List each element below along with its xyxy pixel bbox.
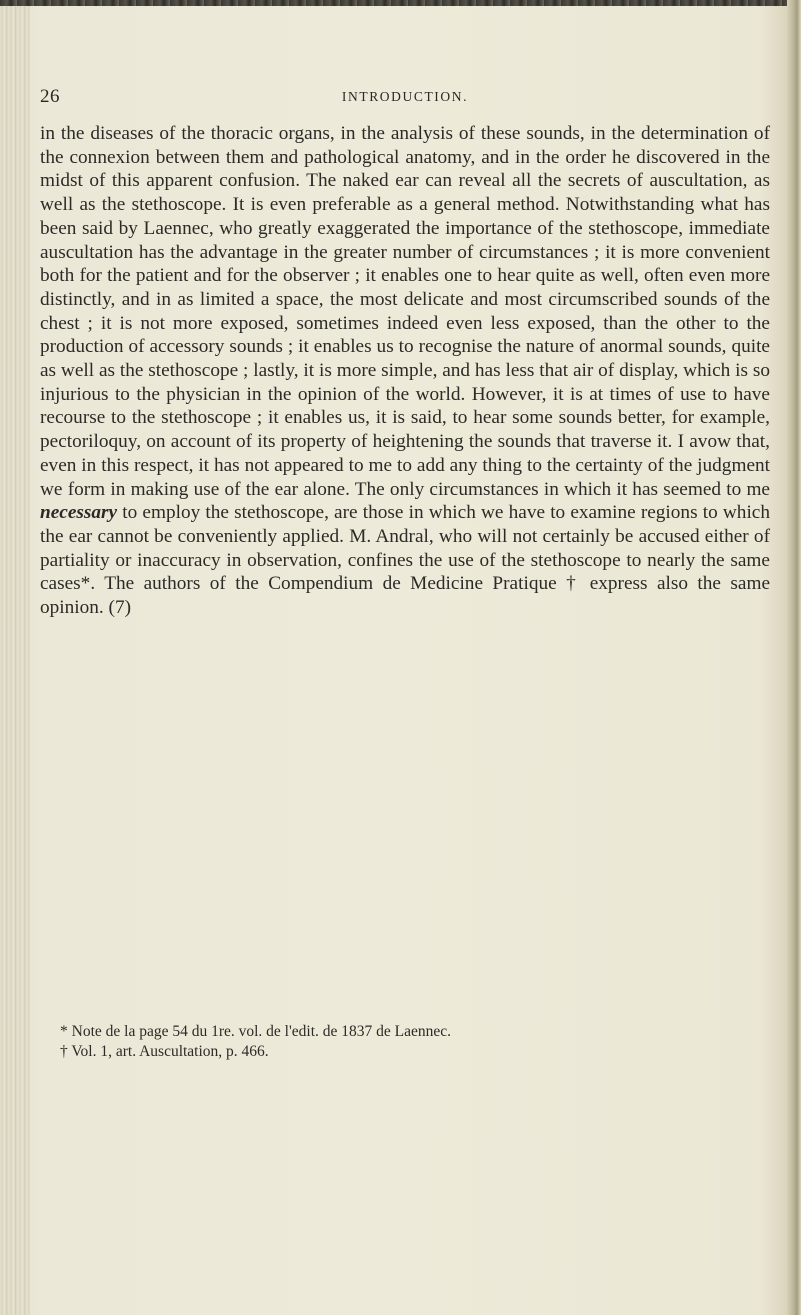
body-text-part-2: to employ the stethoscope, are those in which we have to examine regions to which the ear cannot be conveniently applied. M. Andral, who will not certainly be accused either of partiality or inaccuracy in observation, confines the use of the stethoscope to nearly the same cases*. The authors of the Compendium de Medicine Pratique † express also the same opinion. (7): [40, 502, 770, 619]
running-title: INTRODUCTION.: [341, 89, 469, 104]
page-top-edge: [0, 0, 801, 6]
body-emphasis: necessary: [40, 502, 118, 524]
body-text-part-1: in the diseases of the thoracic organs, in the analysis of these sounds, in the determination of the connexion between them and pathological anatomy, and in the order he discovered in the midst of this apparent confusion. The naked ear can reveal all the secrets of auscultation, as well as the stethoscope. It is even preferable as a general method. Notwithstanding what has been said by Laennec, who greatly exaggerated the importance of the stethoscope, immediate auscultation has the advantage in the greater number of circumstances ; it is more convenient both for the patient and for the observer ; it enables one to hear quite as well, often even more distinctly, and in as limited a space, the most delicate and most circumscribed sounds of the chest ; it is not more exposed, sometimes indeed even less exposed, than the other to the production of accessory sounds ; it enables us to recognise the nature of anormal sounds, quite as well as the stethoscope ; lastly, it is more simple, and has less that air of display, which is so injurious to the physician in the opinion of the world. However, it is at times of use to have recourse to the stethoscope ; it enables us, it is said, to hear some sounds better, for example, pectoriloquy, on account of its property of heightening the sounds that traverse it. I avow that, even in this respect, it has not appeared to me to add any thing to the certainty of the judgment we form in making use of the ear alone. The only circumstances in which it has seemed to me: [40, 123, 770, 500]
footnote-2: † Vol. 1, art. Auscultation, p. 466.: [60, 1043, 269, 1060]
footnotes: [60, 1022, 760, 1062]
page-number: 26: [40, 86, 60, 107]
footnote-1: * Note de la page 54 du 1re. vol. de l'edit. de 1837 de Laennec.: [60, 1023, 452, 1040]
page-gutter: [0, 6, 30, 1315]
body-paragraph: [40, 122, 770, 620]
page-right-edge: [787, 0, 801, 1315]
page-header: [40, 86, 770, 110]
